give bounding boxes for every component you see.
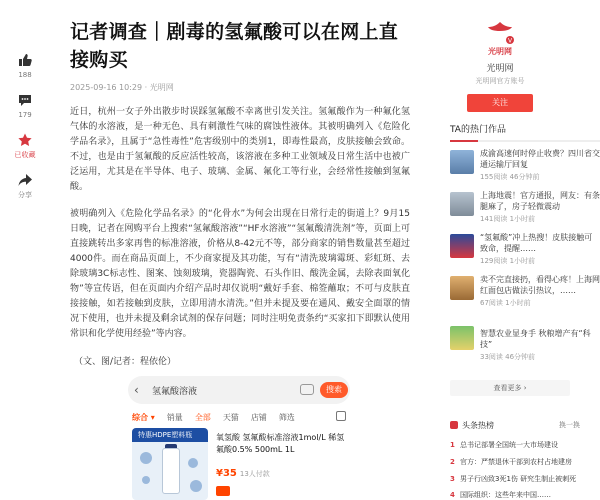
shot-tab-tmall: 天猫 xyxy=(222,413,239,422)
right-sidebar xyxy=(450,20,600,142)
favorite-button[interactable] xyxy=(0,132,50,160)
hot-rank: 4 xyxy=(450,491,455,499)
hot-title[interactable]: 官方：严禁退休干部到农村占地建房 xyxy=(460,458,572,466)
hot-item-3[interactable] xyxy=(450,474,590,484)
shot-price-value: ¥35 xyxy=(216,468,237,479)
shot-badge xyxy=(216,486,230,496)
hot-rank: 3 xyxy=(450,475,455,483)
feed-thumb-3[interactable] xyxy=(450,234,474,258)
feed-item-meta: 33阅读 46分钟前 xyxy=(480,353,536,361)
grid-view-icon xyxy=(336,411,346,421)
back-arrow-icon: ‹ xyxy=(134,383,139,397)
share-icon xyxy=(17,172,33,188)
camera-icon xyxy=(300,384,314,395)
svg-text:V: V xyxy=(507,37,513,45)
shot-tab-sales: 销量 xyxy=(166,413,183,422)
shot-tab-filter: 筛选 xyxy=(278,413,295,422)
logo-emblem-icon xyxy=(484,20,516,46)
favorite-label: 已收藏 xyxy=(14,151,36,159)
comment-button[interactable] xyxy=(0,92,50,120)
author-name[interactable]: 光明网 xyxy=(486,64,514,74)
comment-count: 179 xyxy=(18,111,32,119)
feed-thumb-4[interactable] xyxy=(450,276,474,300)
feed-item-1[interactable] xyxy=(480,148,600,182)
see-more-button[interactable]: 查看更多 › xyxy=(450,380,570,396)
feed-thumb-2[interactable] xyxy=(450,192,474,216)
shot-tab-store: 店铺 xyxy=(250,413,267,422)
hot-list-title: 头条热榜 xyxy=(462,421,494,430)
hot-rank: 1 xyxy=(450,441,455,449)
shot-product-name: 氧氢酸 氢氟酸标准溶液1mol/L 稀氢氟酸0.5% 500mL 1L xyxy=(216,433,345,454)
feed-item-5[interactable] xyxy=(480,328,600,362)
action-rail xyxy=(0,52,50,212)
bottle-icon xyxy=(162,448,180,494)
shot-product-banner: 特惠HDPE塑料瓶 xyxy=(132,428,208,442)
hot-list-header xyxy=(450,420,580,431)
shot-sold-count: 13人付款 xyxy=(239,470,270,478)
feed-item-meta: 155阅读 46分钟前 xyxy=(480,173,540,181)
feed-item-title[interactable]: 成渝高速何时停止收费？四川省交通运输厅回复 xyxy=(480,149,600,169)
feed-item-2[interactable] xyxy=(480,190,600,224)
works-section-title: TA的热门作品 xyxy=(450,125,506,135)
shot-filter-tabs xyxy=(132,412,295,423)
feed-item-title[interactable]: “氢氟酸”冲上热搜！皮肤接触可致命，提醒…… xyxy=(480,233,593,253)
article-paragraph-2: 被明确列入《危险化学品名录》的“化骨水”为何会出现在日常行走的街道上？9月15日晚，记者在网购平台上搜索“氢氟酸溶液”“HF水溶液”“氢氟酸清洗剂”等，页面上可直接跳转出多家再售的标准溶液，价格从8-42元不等，部分商家的销售数量甚至超过4000件。而在商品页面上，不少商家提及其功能，写有“清洗玻璃霉斑、彩虹斑、去除玻璃3C标志性、图案、蚀刻玻璃，瓷器陶瓷、石头作旧、酸洗金属，去除表面氧化物”等宣传语，但在页面内介绍产品时却仅说明“戴好手套、棉签蘸取；不可与皮肤直接接触，如若接触到皮肤，立即用清水清洗。”但并未提及要在通风、戴安全面罩的情况下使用，也并未提及剩余试剂的保存问题；同时注明免责条约“买家扣下即默认使用常识和化学使用经验”等内容。 xyxy=(70,209,410,339)
feed-item-title[interactable]: 智慧农业显身手 秋粮增产有“科技” xyxy=(480,329,591,349)
section-divider xyxy=(450,140,600,142)
hot-title[interactable]: 总书记部署全国统一大市场建设 xyxy=(460,441,558,449)
thumbs-up-icon xyxy=(17,52,33,68)
shot-search-query: 氢氟酸溶液 xyxy=(152,387,198,397)
feed-item-3[interactable] xyxy=(480,232,600,266)
hot-item-4[interactable] xyxy=(450,490,590,500)
article-meta: 2025-09-16 10:29 · 光明网 xyxy=(70,83,174,92)
feed-item-meta: 67阅读 1小时前 xyxy=(480,299,531,307)
like-button[interactable] xyxy=(0,52,50,80)
hot-title[interactable]: 男子行凶致3死1伤 研究生制止被刺死 xyxy=(460,475,577,483)
comment-icon xyxy=(17,92,33,108)
author-description: 光明网官方账号 xyxy=(475,77,525,85)
feed-item-meta: 129阅读 1小时前 xyxy=(480,257,536,265)
share-label: 分享 xyxy=(18,191,32,199)
article-paragraph-1: 近日，杭州一女子外出散步时误踩氢氟酸不幸离世引发关注。氢氟酸作为一种氟化氢气体的水溶液，是一种无色、具有刺激性气味的腐蚀性液体。其被明确列入《危险化学品名录》，且属于“急性毒性”危害级别中的类别1，即毒性最高，皮肤接触会致命。不过，也是由于氢氟酸的反应活性较高，该溶液在多种工业领域及日常生活中也被广泛运用，尤其是在半导体、电子、玻璃、金属、氟化工等行业，会经常性接触到氢氟酸。 xyxy=(70,107,410,192)
shot-product-image xyxy=(132,428,208,500)
shot-tab-all: 全部 xyxy=(194,413,211,422)
star-icon xyxy=(17,132,33,148)
feed-item-meta: 141阅读 1小时前 xyxy=(480,215,536,223)
shopping-screenshot xyxy=(128,376,350,500)
shot-search-button: 搜索 xyxy=(320,382,348,398)
hot-item-1[interactable] xyxy=(450,440,590,450)
shot-product-price xyxy=(216,468,270,479)
hot-list-icon xyxy=(450,421,458,429)
hot-title[interactable]: 国际组织：这些年来中国…… xyxy=(460,491,551,499)
shot-tab-comprehensive: 综合 ▾ xyxy=(132,413,155,422)
refresh-button[interactable]: 换一换 xyxy=(559,421,580,429)
author-card xyxy=(450,20,550,112)
article-credit: （文、图/记者：程依伦） xyxy=(74,357,177,367)
like-count: 188 xyxy=(18,71,32,79)
feed-item-4[interactable] xyxy=(480,274,600,308)
hot-rank: 2 xyxy=(450,458,455,466)
feed-thumb-5[interactable] xyxy=(450,326,474,350)
guangming-logo[interactable] xyxy=(484,20,516,46)
article xyxy=(70,18,410,367)
feed-thumb-1[interactable] xyxy=(450,150,474,174)
logo-text: 光明网 xyxy=(488,47,512,56)
feed-item-title[interactable]: 上海地震！官方通报，网友：有条腿麻了，房子轻微震动 xyxy=(480,191,600,211)
feed-item-title[interactable]: 卖不完直接扔，看得心疼！上海网红面包店做法引热议，…… xyxy=(480,275,600,295)
shot-search-bar xyxy=(128,376,350,404)
article-title: 记者调查｜剧毒的氢氟酸可以在网上直接购买 xyxy=(70,21,399,71)
hot-item-2[interactable] xyxy=(450,457,590,467)
follow-button[interactable]: 关注 xyxy=(467,94,533,112)
share-button[interactable] xyxy=(0,172,50,200)
